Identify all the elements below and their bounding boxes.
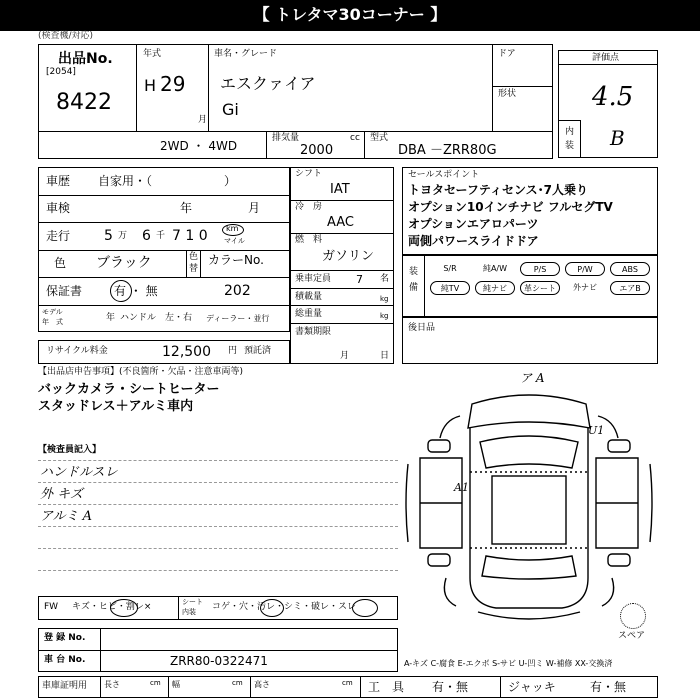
- equipment-item: P/S: [520, 262, 560, 276]
- gross-label: 総重量: [295, 309, 323, 319]
- warranty-value: 有 ・ 無: [114, 284, 158, 298]
- model-year-label-2: 年 式: [42, 318, 63, 326]
- model-value: DBA －ZRR80G: [398, 143, 497, 158]
- score-label: 評価点: [592, 53, 620, 63]
- car-name-label: 車名・グレード: [214, 49, 278, 59]
- chassis-value: ZRR80-0322471: [170, 654, 268, 668]
- sales-points-label: セールスポイント: [408, 170, 480, 180]
- load-label: 積載量: [295, 292, 323, 302]
- inspector-line-1: ハンドルスレ: [40, 465, 118, 480]
- model-label: 型式: [370, 133, 389, 143]
- recycle-unit: 円: [228, 346, 238, 356]
- equipment-item: エアB: [610, 281, 650, 295]
- shift-label: シフト: [295, 169, 323, 179]
- capacity-label: 乗車定員: [295, 274, 332, 284]
- interior-label-2: 装: [565, 141, 575, 151]
- equipment-item: P/W: [565, 262, 605, 276]
- usage-label: 車歴: [46, 174, 71, 188]
- load-unit: kg: [380, 295, 389, 303]
- mark-front: ア A: [520, 371, 545, 385]
- recycle-label: リサイクル料金: [46, 346, 108, 356]
- after-fit-label: 後日品: [408, 323, 436, 333]
- shape-label: 形状: [498, 89, 517, 99]
- inspection-label: 車検: [46, 201, 71, 215]
- ac-value: AAC: [327, 215, 354, 230]
- era: H: [144, 76, 157, 95]
- seat-mark-circle-1: [260, 599, 284, 617]
- equipment-item: 革シート: [520, 281, 560, 295]
- mileage-rest: 7 1 0: [172, 228, 208, 244]
- mileage-label: 走行: [46, 229, 71, 243]
- len-label: 長さ: [104, 680, 120, 689]
- banner-title: 【 トレタマ30コーナー 】: [253, 5, 447, 24]
- door-label: ドア: [498, 49, 516, 59]
- km-unit: km: [226, 224, 239, 233]
- doc-day: 日: [380, 351, 390, 361]
- warranty-label: 保証書: [46, 284, 83, 298]
- seat-label-1: シート: [182, 598, 203, 606]
- sales-point-3: オプションエアロパーツ: [408, 217, 539, 231]
- sales-point-4: 両側パワースライドドア: [408, 234, 539, 248]
- drive-label: 2WD ・ 4WD: [160, 139, 238, 153]
- recycle-value: 12,500: [162, 344, 211, 360]
- equipment-item: 純ナビ: [475, 281, 515, 295]
- equipment-label-1: 装: [409, 267, 419, 277]
- spare-label: スペア: [618, 631, 646, 641]
- mileage-man: 5: [104, 228, 113, 244]
- seat-label-2: 内装: [182, 608, 196, 616]
- seat-mark-circle-2: [352, 599, 378, 617]
- car-name: エスクァイア: [220, 74, 316, 93]
- warranty-circle: [110, 280, 132, 302]
- exhibitor-label: 【出品店申告事項】(不良箇所・欠品・注意車両等): [38, 367, 244, 377]
- capacity-unit: 名: [380, 274, 390, 284]
- displacement-label: 排気量: [272, 133, 300, 143]
- color-no-label: カラーNo.: [208, 253, 264, 267]
- tools-label: 工 具: [368, 680, 405, 694]
- chassis-label: 車 台 No.: [44, 655, 86, 665]
- equipment-item: 純A/W: [482, 264, 508, 273]
- mark-right: U1: [588, 424, 605, 437]
- exhibitor-line-1: バックカメラ・シートヒーター: [38, 382, 220, 397]
- equipment-item: 純TV: [430, 281, 470, 295]
- fw-mark-circle: [110, 599, 138, 617]
- ac-label: 冷 房: [295, 202, 323, 212]
- capacity-value: 7: [356, 273, 363, 286]
- score-value: 4.5: [592, 82, 634, 112]
- month-label: 月: [198, 115, 208, 125]
- color-value: ブラック: [96, 255, 152, 271]
- doc-month: 月: [340, 351, 350, 361]
- inspection-year-unit: 年: [180, 201, 193, 215]
- man-unit: 万: [118, 231, 128, 241]
- inspector-line-3: アルミ A: [40, 509, 93, 524]
- color-no-value: 202: [224, 283, 251, 299]
- fw-label: FW: [44, 602, 59, 612]
- damage-legend: A-キズ C-腐食 E-エクボ S-サビ U-凹ミ W-補修 XX-交換済: [404, 659, 613, 668]
- reg-label: 登 録 No.: [44, 633, 86, 643]
- listing-no-tag: [2054]: [46, 67, 76, 77]
- dealer-label: ディーラー・並行: [206, 314, 270, 323]
- color-change-2: 替: [189, 264, 199, 274]
- model-year-suffix: 年: [106, 313, 116, 323]
- after-fit-block: [402, 317, 658, 364]
- mark-roof: A1: [454, 481, 469, 494]
- listing-no-label: 出品No.: [58, 51, 113, 67]
- handle-label: ハンドル 左・右: [120, 313, 193, 323]
- width-label: 幅: [172, 680, 180, 689]
- cc-unit: cc: [350, 133, 360, 143]
- width-unit: cm: [232, 679, 243, 687]
- equipment-item: S/R: [443, 264, 457, 273]
- jack-value: 有・無: [590, 680, 627, 694]
- seat-items: コゲ・穴・汚レ・シミ・破レ・スレ: [212, 602, 357, 612]
- mile-unit: マイル: [224, 237, 245, 245]
- shift-value: IAT: [330, 182, 350, 197]
- sales-point-1: トヨタセーフティセンス･7人乗り: [408, 183, 588, 197]
- year-value: 29: [160, 72, 186, 96]
- gross-unit: kg: [380, 312, 389, 320]
- grade: Gi: [222, 100, 239, 119]
- displacement-value: 2000: [300, 143, 334, 158]
- spare-tire-icon: [620, 603, 646, 629]
- interior-value: B: [610, 126, 625, 150]
- len-unit: cm: [150, 679, 161, 687]
- usage-value: 自家用・（ ）: [98, 174, 237, 188]
- fw-items: キズ・ヒビ・割レ×: [72, 602, 152, 612]
- fuel-label: 燃 料: [295, 235, 323, 245]
- color-label: 色: [54, 256, 67, 270]
- car-damage-diagram: [400, 368, 658, 630]
- color-change-1: 色: [189, 252, 199, 262]
- equipment-item: 外ナビ: [573, 283, 597, 292]
- listing-no-value: 8422: [56, 90, 112, 115]
- equipment-label-2: 備: [409, 283, 419, 293]
- inspector-label: 【検査員記入】: [38, 445, 102, 455]
- tools-value: 有・無: [432, 680, 469, 694]
- inspection-month-unit: 月: [248, 201, 261, 215]
- sales-point-2: オプション10インチナビ フルセグTV: [408, 200, 613, 214]
- doc-label: 書類期限: [295, 327, 332, 337]
- height-unit: cm: [342, 679, 353, 687]
- model-year-label-1: モデル: [42, 308, 63, 316]
- exhibitor-line-2: スタッドレス＋アルミ車内: [38, 399, 194, 414]
- top-note: (検査機/対応): [38, 31, 94, 41]
- interior-label-1: 内: [565, 127, 575, 137]
- equipment-item: ABS: [610, 262, 650, 276]
- year-label: 年式: [143, 49, 162, 59]
- inspector-line-2: 外 キズ: [40, 487, 83, 502]
- jack-label: ジャッキ: [508, 680, 556, 694]
- fuel-value: ガソリン: [322, 249, 375, 264]
- recycle-note: 預託済: [244, 346, 272, 356]
- cert-label: 車庫証明用: [42, 681, 88, 691]
- mileage-sen: 6: [142, 228, 151, 244]
- sen-unit: 千: [156, 231, 166, 241]
- height-label: 高さ: [254, 680, 270, 689]
